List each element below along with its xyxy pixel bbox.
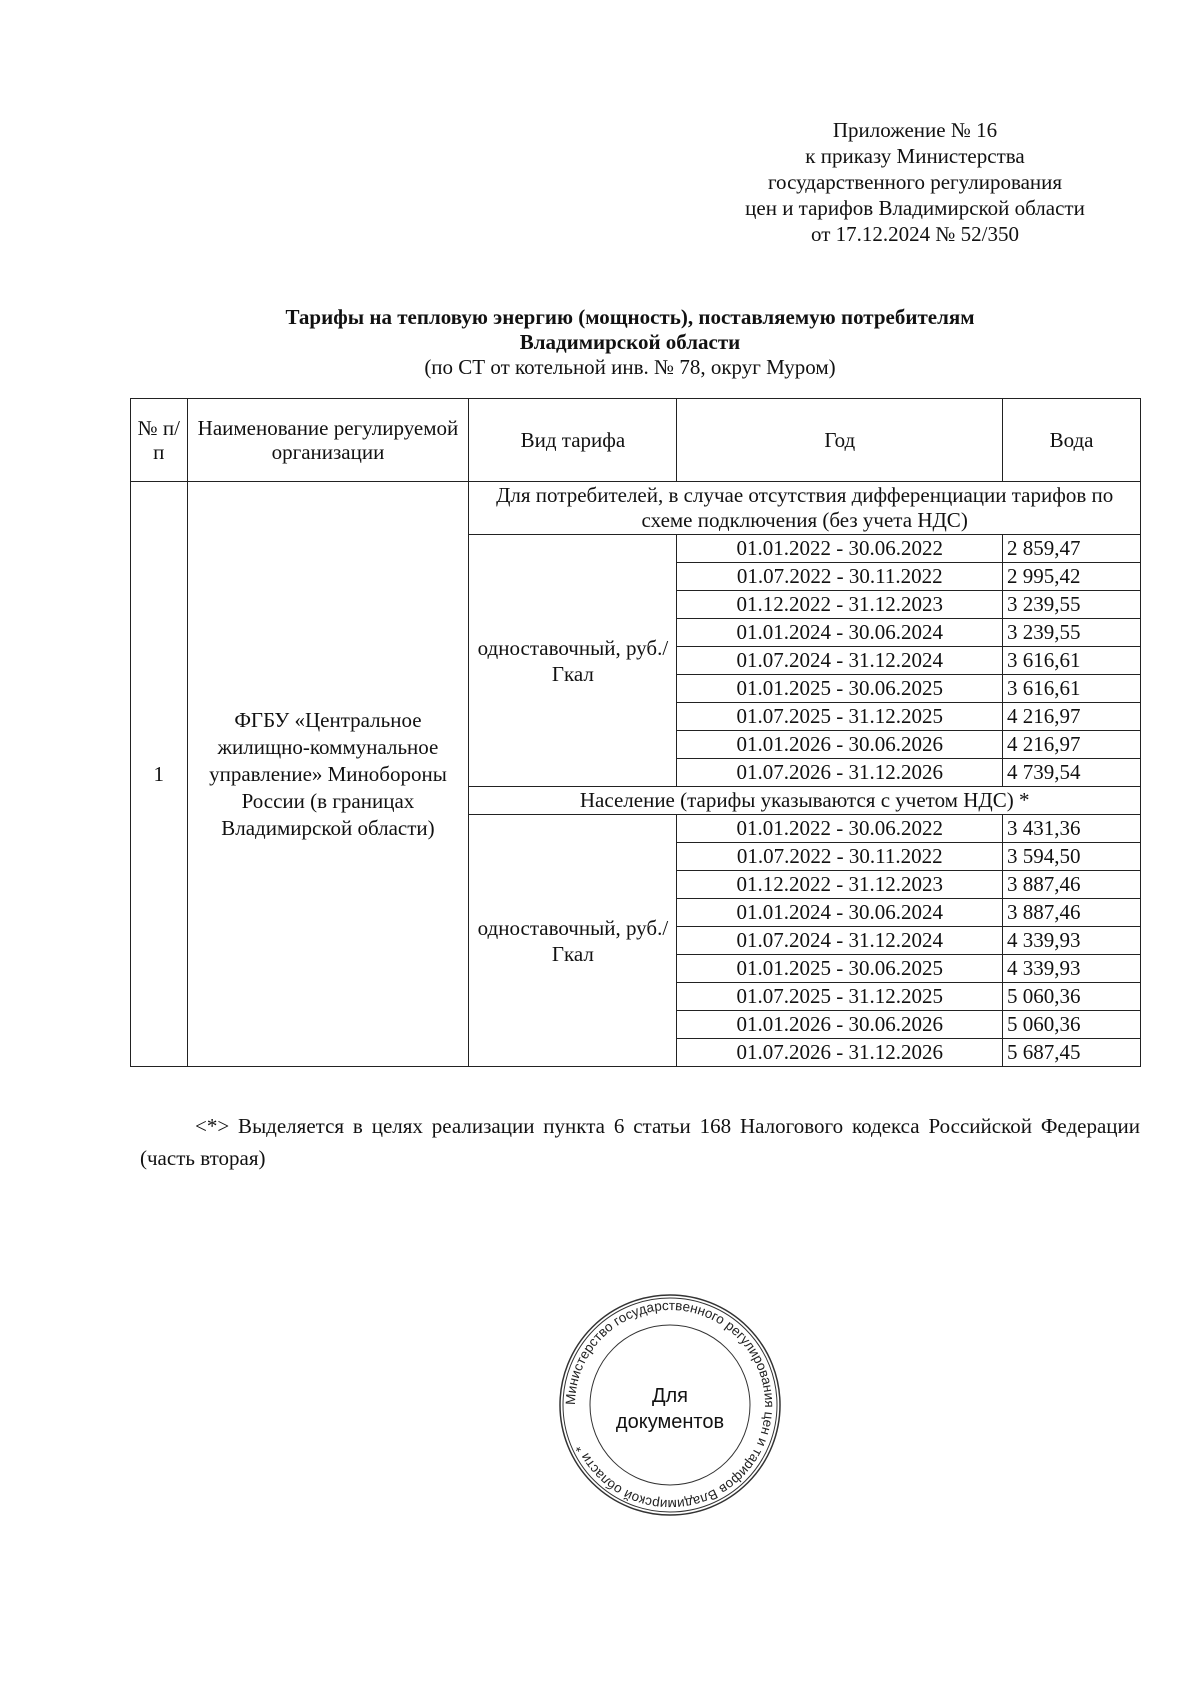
group-row (131, 482, 1141, 535)
value-cell: 4 216,97 (1003, 731, 1141, 759)
document-title (130, 305, 1130, 380)
value-cell: 5 060,36 (1003, 983, 1141, 1011)
appendix-line: цен и тарифов Владимирской области (745, 196, 1085, 220)
period-cell: 01.07.2024 - 31.12.2024 (677, 927, 1003, 955)
value-cell: 3 239,55 (1003, 619, 1141, 647)
header-type: Вид тарифа (469, 399, 677, 482)
appendix-line: государственного регулирования (767, 170, 1063, 194)
value-cell: 2 859,47 (1003, 535, 1141, 563)
header-year: Год (677, 399, 1003, 482)
period-cell: 01.01.2024 - 30.06.2024 (677, 899, 1003, 927)
table-header-row (131, 399, 1141, 482)
period-cell: 01.01.2024 - 30.06.2024 (677, 619, 1003, 647)
header-num: № п/п (131, 399, 188, 482)
value-cell: 5 687,45 (1003, 1039, 1141, 1067)
stamp-seal (555, 1290, 785, 1520)
period-cell: 01.07.2022 - 30.11.2022 (677, 843, 1003, 871)
period-cell: 01.01.2025 - 30.06.2025 (677, 955, 1003, 983)
stamp-line: документов (615, 1411, 725, 1433)
footnote: <*> Выделяется в целях реализации пункта 6 статьи 168 Налогового кодекса Российской Федерации (часть вторая) (140, 1114, 1140, 1170)
value-cell: 5 060,36 (1003, 1011, 1141, 1039)
header-org: Наименование регулируемой организации (187, 399, 469, 482)
value-cell: 3 887,46 (1003, 871, 1141, 899)
group-title: Для потребителей, в случае отсутствия дифференциации тарифов по схеме подключения (без учета НДС) (469, 482, 1141, 535)
tariff-type: одноставочный, руб./Гкал (469, 535, 677, 787)
period-cell: 01.07.2026 - 31.12.2026 (677, 1039, 1003, 1067)
period-cell: 01.07.2022 - 30.11.2022 (677, 563, 1003, 591)
header-value: Вода (1003, 399, 1141, 482)
organization-name: ФГБУ «Центральное жилищно-коммунальное управление» Минобороны России (в границах Владимирской области) (187, 482, 469, 1067)
row-number: 1 (131, 482, 188, 1067)
title-line: Владимирской области (519, 330, 741, 354)
appendix-line: от 17.12.2024 № 52/350 (810, 222, 1020, 246)
value-cell: 3 431,36 (1003, 815, 1141, 843)
period-cell: 01.01.2026 - 30.06.2026 (677, 731, 1003, 759)
period-cell: 01.01.2026 - 30.06.2026 (677, 1011, 1003, 1039)
period-cell: 01.12.2022 - 31.12.2023 (677, 871, 1003, 899)
value-cell: 3 594,50 (1003, 843, 1141, 871)
appendix-line: к приказу Министерства (805, 144, 1025, 168)
tariff-type: одноставочный, руб./Гкал (469, 815, 677, 1067)
period-cell: 01.01.2025 - 30.06.2025 (677, 675, 1003, 703)
tariff-table (130, 398, 1141, 1067)
value-cell: 4 339,93 (1003, 927, 1141, 955)
period-cell: 01.01.2022 - 30.06.2022 (677, 535, 1003, 563)
value-cell: 3 239,55 (1003, 591, 1141, 619)
title-subtitle: (по СТ от котельной инв. № 78, округ Муром) (424, 355, 836, 379)
stamp-line: Для (651, 1385, 689, 1407)
value-cell: 3 616,61 (1003, 647, 1141, 675)
period-cell: 01.12.2022 - 31.12.2023 (677, 591, 1003, 619)
period-cell: 01.07.2026 - 31.12.2026 (677, 759, 1003, 787)
period-cell: 01.01.2022 - 30.06.2022 (677, 815, 1003, 843)
stamp-ring-text: Министерство государственного регулирования цен и тарифов Владимирской области * (562, 1297, 778, 1513)
appendix-header (690, 117, 1140, 247)
title-line: Тарифы на тепловую энергию (мощность), поставляемую потребителям (285, 305, 975, 329)
value-cell: 4 339,93 (1003, 955, 1141, 983)
value-cell: 3 887,46 (1003, 899, 1141, 927)
period-cell: 01.07.2024 - 31.12.2024 (677, 647, 1003, 675)
value-cell: 4 739,54 (1003, 759, 1141, 787)
period-cell: 01.07.2025 - 31.12.2025 (677, 983, 1003, 1011)
value-cell: 4 216,97 (1003, 703, 1141, 731)
period-cell: 01.07.2025 - 31.12.2025 (677, 703, 1003, 731)
value-cell: 3 616,61 (1003, 675, 1141, 703)
official-stamp (555, 1290, 785, 1520)
appendix-line: Приложение № 16 (832, 118, 998, 142)
value-cell: 2 995,42 (1003, 563, 1141, 591)
group-title: Население (тарифы указываются с учетом НДС) * (469, 787, 1141, 815)
